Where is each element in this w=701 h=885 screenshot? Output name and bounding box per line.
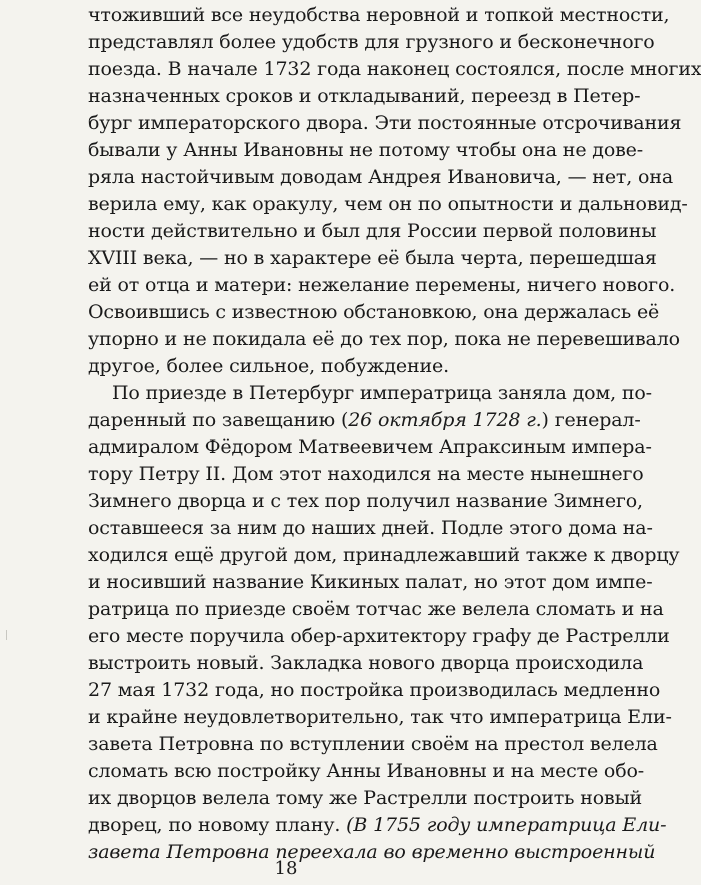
text-line: его месте поручила обер-архитектору графу де Растрелли (88, 625, 670, 647)
text-line: упорно и не покидала её до тех пор, пока не перевешивало (88, 328, 680, 350)
text-line: верила ему, как оракулу, чем он по опытности и дальновид- (88, 193, 688, 215)
text-line (88, 405, 641, 435)
text-line: бывали у Анны Ивановны не потому чтобы она не дове- (88, 139, 644, 161)
text-line: ратрица по приезде своём тотчас же велела сломать и на (88, 598, 664, 620)
text-line: оставшееся за ним до наших дней. Подле этого дома на- (88, 517, 653, 539)
text-line: завета Петровна по вступлении своём на престол велела (88, 733, 658, 755)
text-span: дворец, по новому плану. (88, 814, 347, 836)
text-line: сломать всю постройку Анны Ивановны и на месте обо- (88, 760, 645, 782)
text-line: адмиралом Фёдором Матвеевичем Апраксиным импера- (88, 436, 652, 458)
margin-mark (6, 630, 7, 640)
italic-note: завета Петровна переехала во временно выстроенный (88, 841, 656, 863)
text-line (88, 810, 667, 840)
page-number: 18 (274, 858, 298, 879)
text-span: даренный по завещанию ( (88, 409, 349, 431)
text-line: По приезде в Петербург императрица заняла дом, по- (112, 382, 652, 404)
text-line: ности действительно и был для России первой половины (88, 220, 657, 242)
text-line: Зимнего дворца и с тех пор получил название Зимнего, (88, 490, 643, 512)
text-line: ходился ещё другой дом, принадлежавший также к дворцу (88, 544, 680, 566)
text-line: бург императорского двора. Эти постоянные отсрочивания (88, 112, 682, 134)
text-line: назначенных сроков и откладываний, переезд в Петер- (88, 85, 641, 107)
text-line: XVIII века, — но в характере её была черта, перешедшая (88, 247, 657, 269)
text-line: ряла настойчивым доводам Андрея Ивановича, — нет, она (88, 166, 674, 188)
text-line: Освоившись с известною обстановкою, она держалась её (88, 301, 660, 323)
text-line: другое, более сильное, побуждение. (88, 355, 450, 377)
italic-note: (В 1755 году императрица Ели- (346, 814, 667, 836)
text-line: представлял более удобств для грузного и бесконечного (88, 31, 655, 53)
text-line: их дворцов велела тому же Растрелли построить новый (88, 787, 643, 809)
text-line: тору Петру II. Дом этот находился на месте нынешнего (88, 463, 644, 485)
text-line: и носивший название Кикиных палат, но этот дом импе- (88, 571, 653, 593)
italic-date: 26 октября 1728 г. (348, 409, 542, 431)
text-line: и крайне неудовлетворительно, так что императрица Ели- (88, 706, 672, 728)
text-line: поезда. В начале 1732 года наконец состоялся, после многих (88, 58, 701, 80)
text-line: выстроить новый. Закладка нового дворца происходила (88, 652, 644, 674)
text-line: 27 мая 1732 года, но постройка производилась медленно (88, 679, 661, 701)
text-span: ) генерал- (541, 409, 641, 431)
text-line: чтоживший все неудобства неровной и топкой местности, (88, 4, 670, 26)
text-line: ей от отца и матери: нежелание перемены, ничего нового. (88, 274, 676, 296)
